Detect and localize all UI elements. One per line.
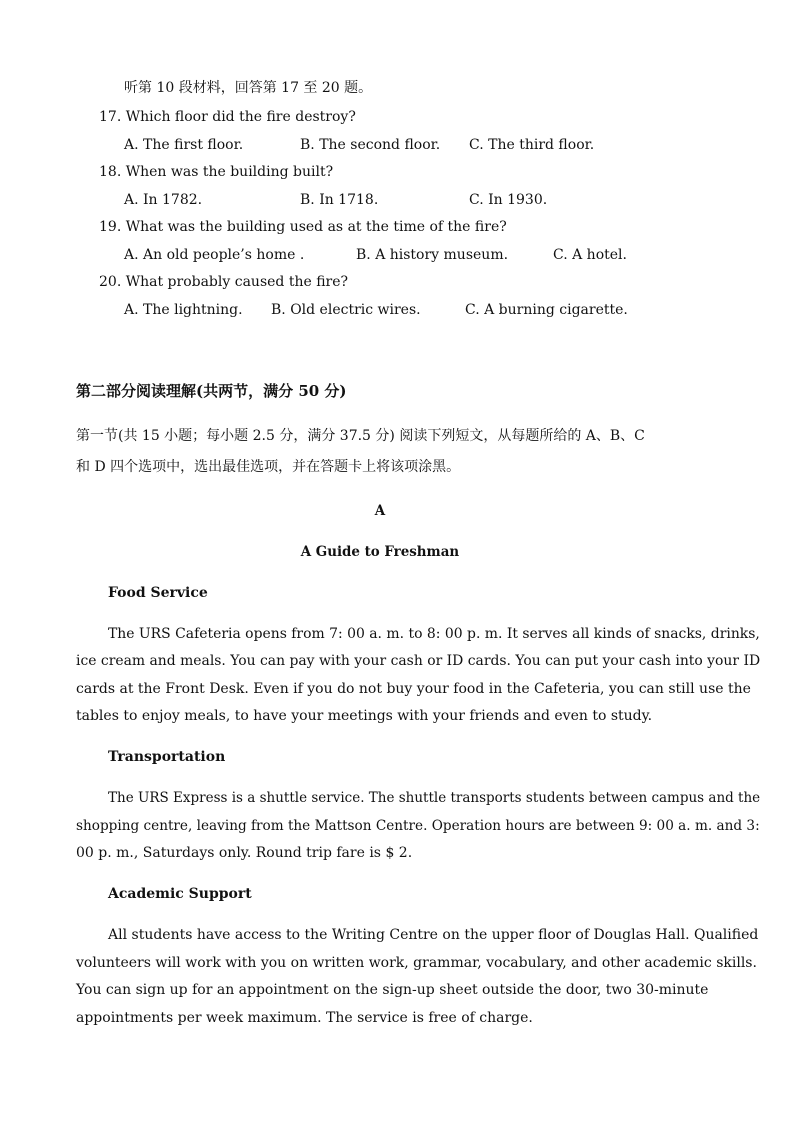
part2-instructions-line-2: 和 D 四个选项中，选出最佳选项，并在答题卡上将该项涂黑。 bbox=[76, 459, 461, 475]
part2-heading: 第二部分阅读理解(共两节，满分 50 分) bbox=[76, 382, 347, 400]
academic-support-line-4: appointments per week maximum. The service is free of charge. bbox=[76, 1010, 533, 1026]
section-heading-food-service: Food Service bbox=[108, 585, 208, 601]
question-17-stem: 17. Which floor did the fire destroy? bbox=[99, 109, 356, 125]
transportation-line-1: The URS Express is a shuttle service. The shuttle transports students between campus and the bbox=[108, 790, 761, 806]
question-19-option-a: A. An old people’s home . bbox=[124, 247, 305, 263]
question-19-option-c: C. A hotel. bbox=[553, 247, 627, 263]
academic-support-line-2: volunteers will work with you on written work, grammar, vocabulary, and other academic skills. bbox=[76, 955, 757, 971]
food-service-line-1: The URS Cafeteria opens from 7: 00 a. m. to 8: 00 p. m. It serves all kinds of snacks, drinks, bbox=[108, 626, 760, 642]
listening-intro: 听第 10 段材料，回答第 17 至 20 题。 bbox=[124, 80, 373, 96]
question-17-option-c: C. The third floor. bbox=[469, 137, 595, 153]
academic-support-line-3: You can sign up for an appointment on the sign-up sheet outside the door, two 30-minute bbox=[76, 982, 709, 998]
food-service-line-4: tables to enjoy meals, to have your meetings with your friends and even to study. bbox=[76, 708, 653, 724]
section-heading-transportation: Transportation bbox=[108, 749, 226, 765]
food-service-line-3: cards at the Front Desk. Even if you do not buy your food in the Cafeteria, you can still use the bbox=[76, 681, 751, 697]
passage-letter: A bbox=[374, 503, 386, 519]
question-20-stem: 20. What probably caused the fire? bbox=[99, 274, 349, 290]
passage-title: A Guide to Freshman bbox=[300, 544, 460, 560]
academic-support-line-1: All students have access to the Writing Centre on the upper floor of Douglas Hall. Qualified bbox=[108, 927, 759, 943]
question-17-option-a: A. The first floor. bbox=[124, 137, 244, 153]
question-19-option-b: B. A history museum. bbox=[356, 247, 509, 263]
question-19-stem: 19. What was the building used as at the time of the fire? bbox=[99, 219, 507, 235]
part2-instructions-line-1: 第一节(共 15 小题；每小题 2.5 分，满分 37.5 分) 阅读下列短文，从每题所给的 A、B、C bbox=[76, 428, 645, 444]
section-heading-academic-support: Academic Support bbox=[108, 886, 252, 902]
question-18-option-a: A. In 1782. bbox=[124, 192, 203, 208]
question-20-option-b: B. Old electric wires. bbox=[271, 302, 421, 318]
question-18-stem: 18. When was the building built? bbox=[99, 164, 334, 180]
question-20-option-c: C. A burning cigarette. bbox=[465, 302, 628, 318]
transportation-line-2: shopping centre, leaving from the Mattson Centre. Operation hours are between 9: 00 a. m. and 3: bbox=[76, 818, 760, 834]
question-20-option-a: A. The lightning. bbox=[124, 302, 243, 318]
transportation-line-3: 00 p. m., Saturdays only. Round trip fare is $ 2. bbox=[76, 845, 413, 861]
question-17-option-b: B. The second floor. bbox=[300, 137, 441, 153]
question-18-option-c: C. In 1930. bbox=[469, 192, 548, 208]
question-18-option-b: B. In 1718. bbox=[300, 192, 379, 208]
food-service-line-2: ice cream and meals. You can pay with your cash or ID cards. You can put your cash into your ID bbox=[76, 653, 761, 669]
